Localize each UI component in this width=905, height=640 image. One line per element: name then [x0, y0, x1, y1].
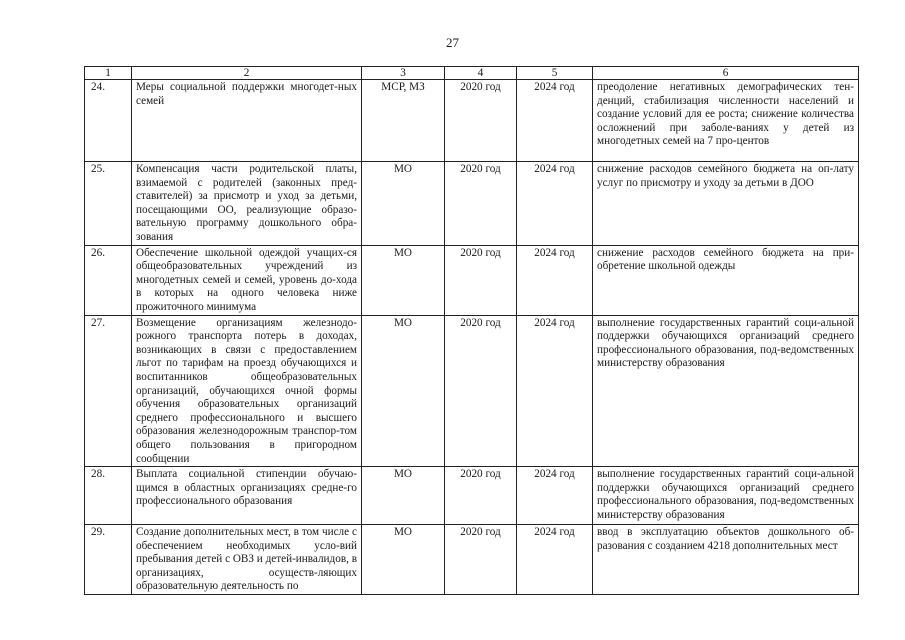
end-year: 2024 год	[517, 315, 593, 467]
start-year: 2020 год	[445, 245, 517, 315]
row-number: 29.	[85, 525, 132, 595]
measure-name: Компенсация части родительской платы, взимаемой с родителей (законных пред-ставителей) за присмотр и уход за детьми, посещающими ОО, реализующие образо-вательную программу дошкольного обра-зования	[132, 162, 362, 246]
measure-name: Создание дополнительных мест, в том числе с обеспечением необходимых усло-вий пребывания детей с ОВЗ и детей-инвалидов, в организациях, осуществ-ляющих образовательную деятельность по	[132, 525, 362, 595]
end-year: 2024 год	[517, 525, 593, 595]
column-header-6: 6	[593, 67, 859, 80]
end-year: 2024 год	[517, 467, 593, 525]
column-header-2: 2	[132, 67, 362, 80]
column-header-1: 1	[85, 67, 132, 80]
measure-name: Меры социальной поддержки многодет-ных семей	[132, 80, 362, 162]
measure-name: Возмещение организациям железнодо-рожного транспорта потерь в доходах, возникающих в связи с предоставлением льгот по тарифам на проезд обучающихся и воспитанников общеобразовательных организаций, обучающихся очной формы обучения образовательных организаций среднего профессионального и высшего образования железнодорожным транспор-том общего пользования в пригородном сообщении	[132, 315, 362, 467]
expected-result: ввод в эксплуатацию объектов дошкольного об-разования с созданием 4218 дополнительных мест	[593, 525, 859, 595]
expected-result: снижение расходов семейного бюджета на при-обретение школьной одежды	[593, 245, 859, 315]
table-row	[85, 80, 859, 162]
column-header-5: 5	[517, 67, 593, 80]
row-number: 25.	[85, 162, 132, 246]
executor: МО	[362, 525, 445, 595]
column-header-3: 3	[362, 67, 445, 80]
row-number: 27.	[85, 315, 132, 467]
table-header-row	[85, 67, 859, 80]
expected-result: снижение расходов семейного бюджета на оп-лату услуг по присмотру и уходу за детьми в ДОО	[593, 162, 859, 246]
table-row	[85, 245, 859, 315]
table-row	[85, 467, 859, 525]
executor: МО	[362, 162, 445, 246]
start-year: 2020 год	[445, 162, 517, 246]
expected-result: выполнение государственных гарантий соци-альной поддержки обучающихся организаций среднего профессионального образования, под-ведомственных министерству образования	[593, 467, 859, 525]
measure-name: Обеспечение школьной одеждой учащих-ся общеобразовательных учреждений из многодетных семей и семей, уровень до-хода в которых на одного человека ниже прожиточного минимума	[132, 245, 362, 315]
start-year: 2020 год	[445, 80, 517, 162]
executor: МО	[362, 245, 445, 315]
table-row	[85, 525, 859, 595]
row-number: 24.	[85, 80, 132, 162]
executor: МО	[362, 315, 445, 467]
executor: МСР, МЗ	[362, 80, 445, 162]
end-year: 2024 год	[517, 80, 593, 162]
expected-result: выполнение государственных гарантий соци-альной поддержки обучающихся организаций среднего профессионального образования, под-ведомственных министерству образования	[593, 315, 859, 467]
table-row	[85, 315, 859, 467]
expected-result: преодоление негативных демографических тен-денций, стабилизация численности населений и создание условий для ее роста; снижение количества осложнений при заболе-ваниях у детей из многодетных семей на 7 про-центов	[593, 80, 859, 162]
row-number: 28.	[85, 467, 132, 525]
end-year: 2024 год	[517, 162, 593, 246]
end-year: 2024 год	[517, 245, 593, 315]
start-year: 2020 год	[445, 467, 517, 525]
column-header-4: 4	[445, 67, 517, 80]
start-year: 2020 год	[445, 315, 517, 467]
measure-name: Выплата социальной стипендии обучаю-щимся в областных организациях средне-го профессионального образования	[132, 467, 362, 525]
row-number: 26.	[85, 245, 132, 315]
executor: МО	[362, 467, 445, 525]
start-year: 2020 год	[445, 525, 517, 595]
table-row	[85, 162, 859, 246]
measures-table	[84, 66, 859, 595]
page-number: 27	[446, 35, 459, 50]
